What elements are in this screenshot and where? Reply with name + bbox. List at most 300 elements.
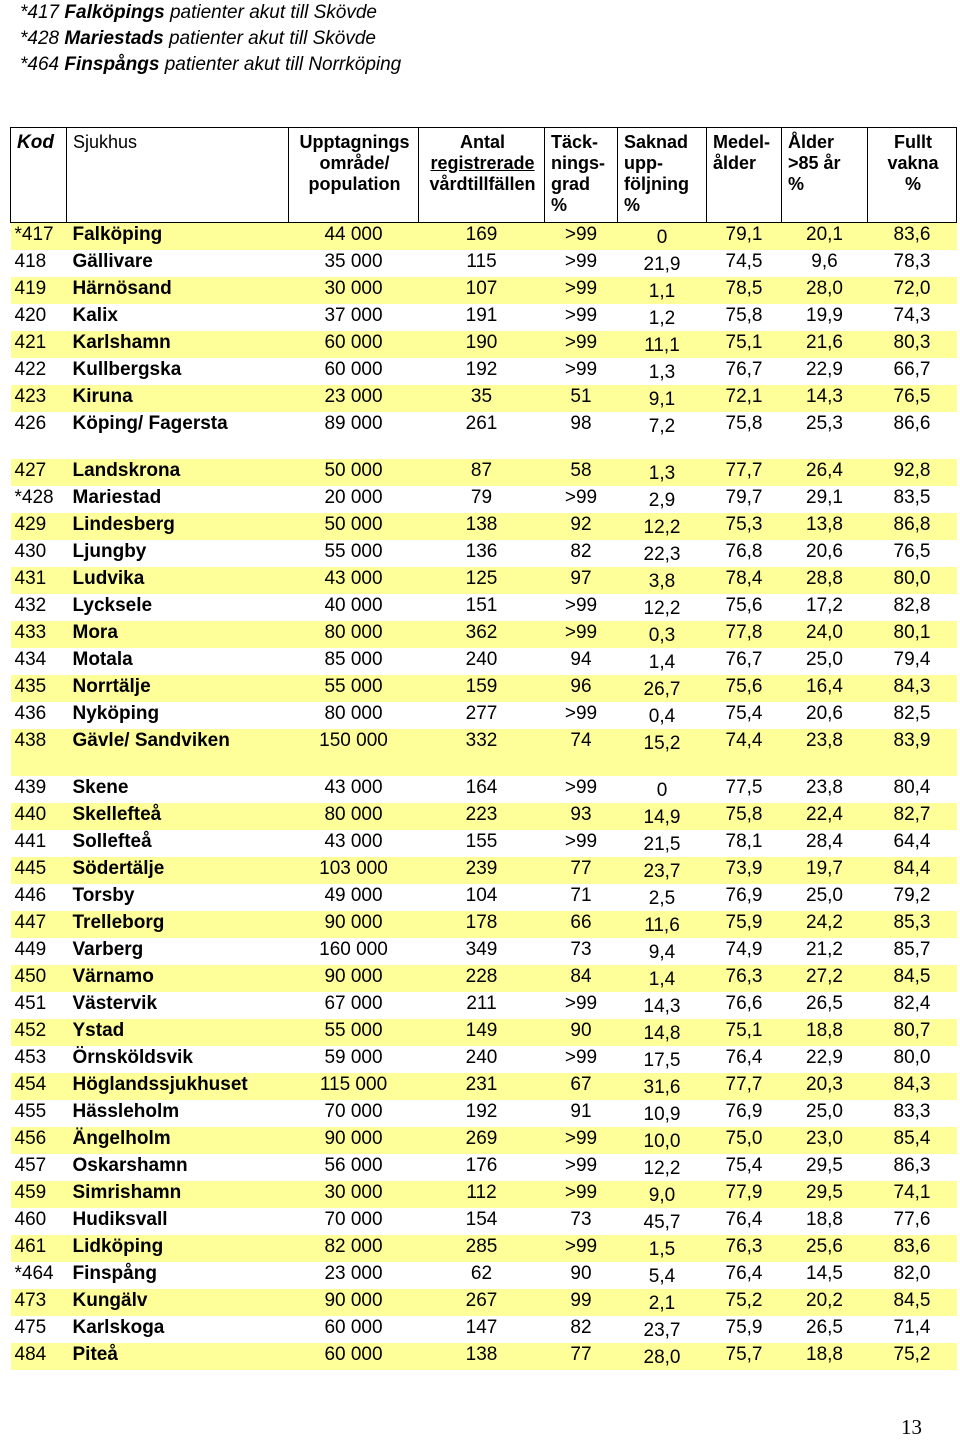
cell-kod: 419 xyxy=(11,277,67,304)
cell-tackningsgrad: 90 xyxy=(545,1019,618,1046)
header-row xyxy=(11,128,957,223)
header-line: vakna xyxy=(887,153,939,173)
cell-fullt-vakna: 83,5 xyxy=(893,487,931,508)
cell-tackningsgrad: >99 xyxy=(545,621,618,648)
table-row xyxy=(11,884,957,911)
cell-medelalder: 76,9 xyxy=(725,1101,763,1122)
cell-tackningsgrad: 58 xyxy=(545,459,618,486)
hospital-table xyxy=(10,127,957,1370)
cell-tackningsgrad: >99 xyxy=(564,359,598,380)
cell-sjukhus: Kullbergska xyxy=(72,359,182,380)
table-row xyxy=(11,304,957,331)
cell-sjukhus: Motala xyxy=(72,649,133,670)
cell-vardtillfallen: 267 xyxy=(419,1289,545,1316)
table-row xyxy=(11,1073,957,1100)
cell-population: 30 000 xyxy=(289,1181,419,1208)
cell-fullt-vakna: 86,3 xyxy=(893,1155,931,1176)
header-line: population xyxy=(308,174,401,194)
table-row xyxy=(11,223,957,251)
table-row xyxy=(11,830,957,857)
cell-vardtillfallen: 115 xyxy=(466,251,497,272)
table-row xyxy=(11,540,957,567)
cell-sjukhus: Köping/ Fagersta xyxy=(72,413,228,434)
cell-tackningsgrad: >99 xyxy=(545,1127,618,1154)
cell-kod: 427 xyxy=(11,459,67,486)
cell-tackningsgrad: 90 xyxy=(570,1263,592,1284)
table-row xyxy=(11,1127,957,1154)
cell-sjukhus: Härnösand xyxy=(67,277,289,304)
cell-population: 23 000 xyxy=(289,385,419,412)
cell-medelalder: 75,9 xyxy=(707,911,782,938)
cell-saknad-uppfoljning: 14,9 xyxy=(618,803,707,830)
cell-vardtillfallen: 231 xyxy=(419,1073,545,1100)
cell-vardtillfallen: 176 xyxy=(465,1155,498,1176)
header-kod: Kod xyxy=(11,128,67,223)
cell-vardtillfallen: 240 xyxy=(465,649,498,670)
cell-medelalder: 78,5 xyxy=(707,277,782,304)
cell-sjukhus: Simrishamn xyxy=(67,1181,289,1208)
cell-fullt-vakna: 82,8 xyxy=(893,595,931,616)
cell-population: 44 000 xyxy=(289,223,419,251)
cell-vardtillfallen: 192 xyxy=(465,1101,498,1122)
cell-saknad-uppfoljning: 1,3 xyxy=(648,362,676,383)
table-row xyxy=(11,803,957,830)
note-text: patienter akut till Skövde xyxy=(168,28,376,49)
cell-sjukhus: Mora xyxy=(67,621,289,648)
cell-population: 43 000 xyxy=(289,567,419,594)
cell-saknad-uppfoljning: 22,3 xyxy=(643,544,681,565)
cell-fullt-vakna: 64,4 xyxy=(893,831,931,852)
cell-kod: 447 xyxy=(11,911,67,938)
cell-vardtillfallen: 285 xyxy=(419,1235,545,1262)
table-row xyxy=(11,938,957,965)
cell-tackningsgrad: 51 xyxy=(545,385,618,412)
cell-population: 70 000 xyxy=(324,1101,383,1122)
cell-vardtillfallen: 261 xyxy=(465,413,498,434)
cell-medelalder: 75,6 xyxy=(725,595,763,616)
cell-vardtillfallen: 155 xyxy=(465,831,498,852)
cell-kod: 438 xyxy=(11,729,67,776)
cell-alder-85: 20,1 xyxy=(782,223,868,251)
cell-sjukhus: Landskrona xyxy=(67,459,289,486)
cell-kod: 475 xyxy=(14,1317,47,1338)
cell-medelalder: 76,3 xyxy=(707,965,782,992)
cell-kod: 431 xyxy=(11,567,67,594)
cell-saknad-uppfoljning: 10,0 xyxy=(618,1127,707,1154)
cell-alder-85: 25,3 xyxy=(806,413,843,434)
cell-population: 20 000 xyxy=(324,487,383,508)
header-line: grad xyxy=(551,174,591,194)
note-code: *428 xyxy=(20,28,60,49)
cell-saknad-uppfoljning: 2,5 xyxy=(648,888,676,909)
cell-medelalder: 75,8 xyxy=(725,305,763,326)
header-line: nings- xyxy=(551,153,605,173)
cell-fullt-vakna: 75,2 xyxy=(868,1343,957,1370)
cell-fullt-vakna: 83,6 xyxy=(868,223,957,251)
cell-alder-85: 21,2 xyxy=(806,939,843,960)
cell-kod: 434 xyxy=(14,649,47,670)
cell-fullt-vakna: 66,7 xyxy=(893,359,931,380)
cell-sjukhus: Höglandssjukhuset xyxy=(67,1073,289,1100)
table-row xyxy=(11,1316,957,1343)
header-line: Saknad xyxy=(624,132,689,152)
cell-fullt-vakna: 85,3 xyxy=(868,911,957,938)
cell-sjukhus: Lindesberg xyxy=(67,513,289,540)
cell-vardtillfallen: 228 xyxy=(419,965,545,992)
cell-alder-85: 18,8 xyxy=(782,1343,868,1370)
cell-vardtillfallen: 240 xyxy=(465,1047,498,1068)
cell-medelalder: 75,4 xyxy=(725,1155,763,1176)
cell-sjukhus: Södertälje xyxy=(67,857,289,884)
cell-medelalder: 73,9 xyxy=(707,857,782,884)
cell-kod: 473 xyxy=(11,1289,67,1316)
cell-fullt-vakna: 86,6 xyxy=(893,413,931,434)
header-upptagning xyxy=(289,128,419,223)
table-row xyxy=(11,1181,957,1208)
cell-tackningsgrad: >99 xyxy=(564,595,598,616)
cell-alder-85: 23,8 xyxy=(806,777,843,798)
cell-fullt-vakna: 78,3 xyxy=(893,251,931,272)
cell-alder-85: 22,9 xyxy=(806,359,843,380)
cell-kod: 418 xyxy=(14,251,47,272)
cell-fullt-vakna: 86,8 xyxy=(868,513,957,540)
header-tackningsgrad xyxy=(545,128,618,223)
table-row xyxy=(11,911,957,938)
table-row xyxy=(11,1343,957,1370)
table-row xyxy=(11,965,957,992)
cell-kod: 451 xyxy=(14,993,47,1014)
header-alder xyxy=(782,128,868,223)
cell-population: 82 000 xyxy=(289,1235,419,1262)
cell-alder-85: 24,0 xyxy=(782,621,868,648)
cell-sjukhus: Skene xyxy=(72,777,129,798)
table-row xyxy=(11,621,957,648)
cell-fullt-vakna: 80,3 xyxy=(868,331,957,358)
cell-kod: 429 xyxy=(11,513,67,540)
cell-vardtillfallen: 154 xyxy=(465,1209,498,1230)
cell-vardtillfallen: 107 xyxy=(419,277,545,304)
cell-saknad-uppfoljning: 12,2 xyxy=(618,513,707,540)
cell-fullt-vakna: 84,3 xyxy=(868,675,957,702)
cell-population: 43 000 xyxy=(324,777,383,798)
header-line: upp- xyxy=(624,153,663,173)
cell-tackningsgrad: >99 xyxy=(564,1047,598,1068)
cell-vardtillfallen: 192 xyxy=(465,359,498,380)
cell-sjukhus: Värnamo xyxy=(67,965,289,992)
cell-saknad-uppfoljning: 9,1 xyxy=(618,385,707,412)
cell-population: 59 000 xyxy=(324,1047,383,1068)
cell-fullt-vakna: 84,4 xyxy=(868,857,957,884)
table-row xyxy=(11,1019,957,1046)
cell-tackningsgrad: 98 xyxy=(570,413,592,434)
cell-alder-85: 27,2 xyxy=(782,965,868,992)
cell-sjukhus: Skellefteå xyxy=(67,803,289,830)
cell-alder-85: 29,5 xyxy=(806,1155,843,1176)
header-line: följning xyxy=(624,174,689,194)
table-row xyxy=(11,648,957,675)
cell-vardtillfallen: 112 xyxy=(419,1181,545,1208)
cell-fullt-vakna: 80,4 xyxy=(893,777,931,798)
note-line xyxy=(20,52,401,78)
table-row xyxy=(11,729,957,776)
cell-kod: 433 xyxy=(11,621,67,648)
cell-alder-85: 9,6 xyxy=(811,251,838,272)
cell-kod: *464 xyxy=(14,1263,54,1284)
cell-medelalder: 75,8 xyxy=(707,803,782,830)
cell-tackningsgrad: 67 xyxy=(545,1073,618,1100)
cell-alder-85: 19,7 xyxy=(782,857,868,884)
cell-tackningsgrad: 93 xyxy=(545,803,618,830)
cell-sjukhus: Ystad xyxy=(67,1019,289,1046)
cell-medelalder: 76,4 xyxy=(725,1263,763,1284)
cell-tackningsgrad: >99 xyxy=(545,1235,618,1262)
cell-fullt-vakna: 71,4 xyxy=(893,1317,931,1338)
cell-sjukhus: Mariestad xyxy=(72,487,162,508)
cell-population: 160 000 xyxy=(319,939,388,960)
cell-saknad-uppfoljning: 31,6 xyxy=(618,1073,707,1100)
cell-sjukhus: Piteå xyxy=(67,1343,289,1370)
cell-kod: 457 xyxy=(14,1155,47,1176)
cell-tackningsgrad: >99 xyxy=(545,277,618,304)
cell-saknad-uppfoljning: 2,9 xyxy=(648,490,676,511)
cell-alder-85: 20,6 xyxy=(806,541,843,562)
cell-alder-85: 18,8 xyxy=(806,1209,843,1230)
cell-population: 103 000 xyxy=(289,857,419,884)
cell-vardtillfallen: 190 xyxy=(419,331,545,358)
cell-saknad-uppfoljning: 0 xyxy=(656,780,668,801)
note-hospital: Mariestads xyxy=(64,28,164,49)
cell-population: 55 000 xyxy=(289,1019,419,1046)
cell-population: 115 000 xyxy=(289,1073,419,1100)
cell-fullt-vakna: 79,2 xyxy=(893,885,931,906)
cell-tackningsgrad: >99 xyxy=(545,223,618,251)
cell-saknad-uppfoljning: 9,0 xyxy=(618,1181,707,1208)
cell-population: 80 000 xyxy=(289,621,419,648)
note-line xyxy=(20,0,401,26)
cell-vardtillfallen: 349 xyxy=(465,939,498,960)
cell-population: 43 000 xyxy=(324,831,383,852)
note-code: *464 xyxy=(20,54,60,75)
cell-sjukhus: Hudiksvall xyxy=(72,1209,168,1230)
cell-fullt-vakna: 83,6 xyxy=(868,1235,957,1262)
cell-alder-85: 14,3 xyxy=(782,385,868,412)
cell-fullt-vakna: 80,0 xyxy=(893,1047,931,1068)
header-line: registrerade xyxy=(430,153,535,173)
note-line xyxy=(20,26,401,52)
cell-alder-85: 22,9 xyxy=(806,1047,843,1068)
cell-population: 56 000 xyxy=(324,1155,383,1176)
cell-population: 90 000 xyxy=(289,911,419,938)
cell-tackningsgrad: 97 xyxy=(545,567,618,594)
cell-alder-85: 22,4 xyxy=(782,803,868,830)
header-line: % xyxy=(788,174,805,194)
cell-fullt-vakna: 85,7 xyxy=(893,939,931,960)
cell-alder-85: 25,0 xyxy=(806,1101,843,1122)
cell-saknad-uppfoljning: 12,2 xyxy=(643,1158,681,1179)
cell-kod: 426 xyxy=(14,413,47,434)
cell-vardtillfallen: 138 xyxy=(419,513,545,540)
cell-population: 150 000 xyxy=(289,729,419,776)
cell-vardtillfallen: 223 xyxy=(419,803,545,830)
cell-vardtillfallen: 332 xyxy=(419,729,545,776)
cell-population: 67 000 xyxy=(324,993,383,1014)
cell-sjukhus: Sollefteå xyxy=(72,831,152,852)
cell-kod: 423 xyxy=(11,385,67,412)
cell-sjukhus: Varberg xyxy=(72,939,144,960)
cell-fullt-vakna: 76,5 xyxy=(893,541,931,562)
cell-tackningsgrad: >99 xyxy=(545,331,618,358)
cell-kod: 421 xyxy=(11,331,67,358)
cell-medelalder: 75,1 xyxy=(707,331,782,358)
table-row xyxy=(11,1235,957,1262)
cell-alder-85: 19,9 xyxy=(806,305,843,326)
cell-sjukhus: Finspång xyxy=(72,1263,157,1284)
cell-medelalder: 75,7 xyxy=(707,1343,782,1370)
cell-alder-85: 24,2 xyxy=(782,911,868,938)
header-line: Antal xyxy=(460,132,505,152)
table-row xyxy=(11,412,957,459)
table-row xyxy=(11,513,957,540)
cell-sjukhus: Kungälv xyxy=(67,1289,289,1316)
header-line: Täck- xyxy=(551,132,599,152)
cell-kod: 430 xyxy=(14,541,47,562)
cell-medelalder: 76,9 xyxy=(725,885,763,906)
cell-tackningsgrad: >99 xyxy=(545,1181,618,1208)
cell-saknad-uppfoljning: 9,4 xyxy=(648,942,676,963)
cell-fullt-vakna: 72,0 xyxy=(868,277,957,304)
cell-tackningsgrad: >99 xyxy=(564,305,598,326)
cell-population: 49 000 xyxy=(324,885,383,906)
cell-tackningsgrad: 82 xyxy=(570,541,592,562)
cell-vardtillfallen: 87 xyxy=(419,459,545,486)
cell-saknad-uppfoljning: 7,2 xyxy=(648,416,676,437)
cell-alder-85: 23,0 xyxy=(782,1127,868,1154)
table-row xyxy=(11,567,957,594)
cell-alder-85: 17,2 xyxy=(806,595,843,616)
cell-saknad-uppfoljning: 1,2 xyxy=(648,308,676,329)
cell-medelalder: 79,7 xyxy=(725,487,763,508)
cell-kod: 456 xyxy=(11,1127,67,1154)
cell-medelalder: 78,4 xyxy=(707,567,782,594)
cell-fullt-vakna: 76,5 xyxy=(868,385,957,412)
header-medelalder xyxy=(707,128,782,223)
cell-fullt-vakna: 74,3 xyxy=(893,305,931,326)
cell-population: 60 000 xyxy=(289,331,419,358)
cell-tackningsgrad: >99 xyxy=(564,1155,598,1176)
cell-saknad-uppfoljning: 23,7 xyxy=(643,1320,681,1341)
cell-population: 55 000 xyxy=(289,675,419,702)
cell-kod: *417 xyxy=(11,223,67,251)
header-line: Medel- xyxy=(713,132,771,152)
cell-population: 70 000 xyxy=(324,1209,383,1230)
cell-kod: 460 xyxy=(14,1209,47,1230)
cell-population: 60 000 xyxy=(289,1343,419,1370)
cell-alder-85: 16,4 xyxy=(782,675,868,702)
header-line: ålder xyxy=(713,153,757,173)
cell-saknad-uppfoljning: 0,4 xyxy=(648,706,676,727)
cell-tackningsgrad: >99 xyxy=(564,251,598,272)
cell-medelalder: 76,6 xyxy=(725,993,763,1014)
cell-saknad-uppfoljning: 3,8 xyxy=(618,567,707,594)
cell-kod: 450 xyxy=(11,965,67,992)
cell-saknad-uppfoljning: 17,5 xyxy=(643,1050,681,1071)
cell-tackningsgrad: 66 xyxy=(545,911,618,938)
cell-saknad-uppfoljning: 14,3 xyxy=(643,996,681,1017)
cell-fullt-vakna: 80,0 xyxy=(868,567,957,594)
cell-population: 90 000 xyxy=(289,965,419,992)
cell-fullt-vakna: 84,3 xyxy=(868,1073,957,1100)
cell-population: 30 000 xyxy=(289,277,419,304)
cell-alder-85: 25,6 xyxy=(782,1235,868,1262)
cell-medelalder: 77,7 xyxy=(707,459,782,486)
table-row xyxy=(11,1208,957,1235)
cell-medelalder: 74,9 xyxy=(725,939,763,960)
cell-kod: 459 xyxy=(11,1181,67,1208)
cell-medelalder: 77,9 xyxy=(707,1181,782,1208)
cell-tackningsgrad: 94 xyxy=(570,649,592,670)
table-row xyxy=(11,675,957,702)
footnotes xyxy=(20,0,401,78)
cell-alder-85: 29,5 xyxy=(782,1181,868,1208)
cell-vardtillfallen: 211 xyxy=(466,993,497,1014)
cell-sjukhus: Ljungby xyxy=(72,541,147,562)
cell-saknad-uppfoljning: 21,9 xyxy=(643,254,681,275)
cell-tackningsgrad: >99 xyxy=(564,777,598,798)
cell-alder-85: 28,8 xyxy=(782,567,868,594)
cell-saknad-uppfoljning: 28,0 xyxy=(618,1343,707,1370)
cell-saknad-uppfoljning: 1,4 xyxy=(648,652,676,673)
cell-vardtillfallen: 239 xyxy=(419,857,545,884)
cell-alder-85: 20,3 xyxy=(782,1073,868,1100)
cell-sjukhus: Karlshamn xyxy=(67,331,289,358)
cell-saknad-uppfoljning: 2,1 xyxy=(618,1289,707,1316)
cell-alder-85: 20,6 xyxy=(806,703,843,724)
cell-vardtillfallen: 178 xyxy=(419,911,545,938)
cell-medelalder: 74,5 xyxy=(725,251,763,272)
cell-saknad-uppfoljning: 0 xyxy=(618,223,707,251)
cell-sjukhus: Hässleholm xyxy=(72,1101,180,1122)
cell-population: 60 000 xyxy=(324,1317,383,1338)
cell-population: 90 000 xyxy=(289,1127,419,1154)
cell-alder-85: 29,1 xyxy=(806,487,843,508)
table-row xyxy=(11,358,957,385)
cell-saknad-uppfoljning: 11,1 xyxy=(618,331,707,358)
cell-sjukhus: Lycksele xyxy=(72,595,153,616)
table-row xyxy=(11,331,957,358)
header-line: Upptagnings xyxy=(299,132,410,152)
cell-fullt-vakna: 82,7 xyxy=(868,803,957,830)
cell-sjukhus: Nyköping xyxy=(72,703,160,724)
cell-saknad-uppfoljning: 5,4 xyxy=(648,1266,676,1287)
cell-sjukhus: Örnsköldsvik xyxy=(72,1047,193,1068)
cell-medelalder: 75,4 xyxy=(725,703,763,724)
cell-medelalder: 78,1 xyxy=(725,831,763,852)
cell-kod: 436 xyxy=(14,703,47,724)
header-antal xyxy=(419,128,545,223)
cell-vardtillfallen: 35 xyxy=(419,385,545,412)
table-row xyxy=(11,486,957,513)
cell-kod: 440 xyxy=(11,803,67,830)
table-row xyxy=(11,277,957,304)
cell-fullt-vakna: 84,5 xyxy=(868,965,957,992)
cell-population: 85 000 xyxy=(324,649,383,670)
header-line: vårdtillfällen xyxy=(429,174,536,194)
cell-alder-85: 28,0 xyxy=(782,277,868,304)
cell-tackningsgrad: >99 xyxy=(564,487,598,508)
table-row xyxy=(11,1100,957,1127)
header-line: Ålder xyxy=(788,132,835,152)
cell-medelalder: 77,8 xyxy=(707,621,782,648)
